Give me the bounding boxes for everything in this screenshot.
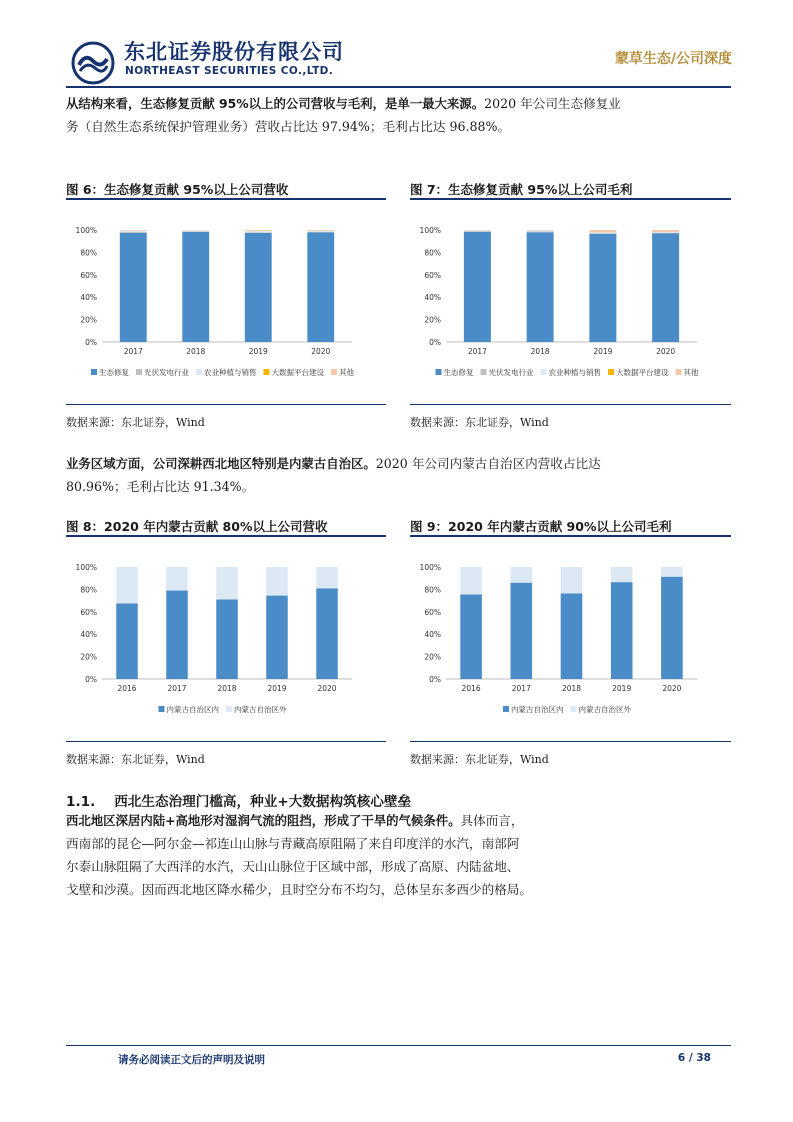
company-logo [71,41,115,85]
figure-8-chart [66,542,386,732]
figure-7-source: 数据来源：东北证券，Wind [410,416,549,429]
legend-swatch [541,369,547,375]
bar-segment [589,233,616,234]
figure-8-top-rule [66,535,386,537]
bar-segment [611,567,633,582]
paragraph-lead: 业务区域方面，公司深耕西北地区特别是内蒙古自治区。 [66,456,376,471]
bar-segment [589,230,616,232]
footer-divider [66,1045,731,1046]
y-tick-label: 60% [80,270,97,280]
bar-segment [245,230,272,231]
bar-segment [652,232,679,233]
y-tick-label: 0% [85,675,97,684]
legend-label: 大数据平台建设 [616,368,669,377]
bar-segment [216,599,238,679]
x-tick-label: 2020 [656,347,676,356]
legend-swatch [571,706,577,712]
paragraph-body: 2020 年公司生态修复业务（自然生态系统保护管理业务）营收占比达 97.94%；毛利占比达 96.88%。 [66,96,621,134]
header-divider [66,86,731,88]
y-tick-label: 80% [424,585,441,595]
bar-segment [652,233,679,234]
legend-swatch [136,369,142,375]
bar-segment [216,567,238,599]
x-tick-label: 2017 [511,684,531,693]
legend-swatch [159,706,165,712]
bar-segment [316,567,338,588]
x-tick-label: 2018 [530,347,550,356]
figure-6-bottom-rule [66,404,386,405]
legend-label: 其他 [683,368,699,377]
bar-segment [589,234,616,342]
y-tick-label: 20% [80,652,97,662]
bar-segment [652,230,679,232]
section-heading [66,790,411,810]
bar-segment [460,594,482,679]
bar-segment [661,567,683,577]
bar-segment [182,231,209,232]
y-tick-label: 100% [419,563,441,572]
paragraph-body-line2: 西南部的昆仑—阿尔金—祁连山山脉与青藏高原阻隔了来自印度洋的水汽，南部阿 [66,836,520,851]
y-tick-label: 40% [80,630,97,640]
legend-label: 内蒙古自治区外 [578,705,631,714]
x-tick-label: 2016 [461,684,481,693]
legend-swatch [91,369,97,375]
bar-segment [527,230,554,231]
bar-segment [116,567,138,603]
bar-segment [166,567,188,591]
legend-label: 内蒙古自治区外 [234,705,287,714]
paragraph-body-line1: 具体而言， [460,813,524,828]
figure-9-title: 图 9：2020 年内蒙古贡献 90%以上公司毛利 [410,519,672,534]
figure-7-chart [410,205,731,395]
legend-swatch [196,369,202,375]
figure-8-source: 数据来源：东北证券，Wind [66,753,205,766]
y-tick-label: 80% [424,248,441,258]
y-tick-label: 80% [80,248,97,258]
legend-label: 内蒙古自治区内 [511,705,564,714]
figure-8-title: 图 8：2020 年内蒙古贡献 80%以上公司营收 [66,519,328,534]
bar-segment [245,231,272,232]
bar-segment [661,577,683,679]
bar-segment [316,588,338,679]
y-tick-label: 80% [80,585,97,595]
bar-segment [460,567,482,594]
legend-label: 光伏发电行业 [144,368,189,377]
bar-segment [561,593,583,679]
bar-segment [120,232,147,233]
bar-segment [652,233,679,342]
figure-6-source: 数据来源：东北证券，Wind [66,416,205,429]
bar-segment [245,232,272,233]
y-tick-label: 60% [80,607,97,617]
bar-segment [245,233,272,342]
figure-7-top-rule [410,198,731,200]
paragraph-body-line4: 戈壁和沙漠。因而西北地区降水稀少，且时空分布不均匀，总体呈东多西少的格局。 [66,882,532,897]
legend-label: 生态修复 [99,368,129,377]
company-name-en: NORTHEAST SECURITIES CO.,LTD. [125,65,334,77]
legend-label: 农业种植与销售 [548,368,601,377]
figure-8-bottom-rule [66,741,386,742]
bar-segment [561,567,583,593]
bar-segment [307,230,334,231]
legend-label: 光伏发电行业 [488,368,534,377]
bar-segment [464,230,491,231]
legend-swatch [608,369,614,375]
bar-segment [120,230,147,231]
legend-swatch [436,369,442,375]
y-tick-label: 100% [75,226,97,235]
x-tick-label: 2018 [217,684,237,693]
bar-segment [464,232,491,342]
footer-disclaimer: 请务必阅读正文后的声明及说明 [118,1054,265,1066]
bar-segment [307,232,334,342]
bar-segment [511,583,533,679]
figure-6-title: 图 6：生态修复贡献 95%以上公司营收 [66,182,289,197]
legend-swatch [226,706,232,712]
legend-swatch [264,369,270,375]
paragraph-lead: 西北地区深居内陆+高地形对湿润气流的阻挡，形成了干旱的气候条件。 [66,813,461,828]
bar-segment [166,591,188,679]
x-tick-label: 2020 [662,684,682,693]
y-tick-label: 40% [424,293,441,303]
legend-label: 其他 [339,368,354,377]
legend-label: 大数据平台建设 [271,368,324,377]
legend-swatch [503,706,509,712]
x-tick-label: 2017 [123,347,143,356]
legend-swatch [481,369,487,375]
figure-9-source: 数据来源：东北证券，Wind [410,753,549,766]
report-tag: 蒙草生态/公司深度 [614,51,732,67]
x-tick-label: 2017 [167,684,187,693]
x-tick-label: 2018 [186,347,206,356]
legend-label: 农业种植与销售 [204,368,257,377]
bar-segment [116,603,138,679]
figure-9-bottom-rule [410,741,731,742]
x-tick-label: 2019 [593,347,613,356]
y-tick-label: 20% [424,652,441,662]
paragraph-lead: 从结构来看，生态修复贡献 95%以上的公司营收与毛利，是单一最大来源。 [66,96,485,111]
x-tick-label: 2018 [561,684,582,693]
paragraph-body: 2020 年公司内蒙古自治区内营收占比达 80.96%；毛利占比达 91.34%。 [66,456,601,494]
legend-label: 生态修复 [443,368,474,377]
paragraph-region [66,452,626,498]
paragraph-structure [66,92,626,138]
bar-segment [182,232,209,342]
x-tick-label: 2020 [317,684,337,693]
figure-7-title: 图 7：生态修复贡献 95%以上公司毛利 [410,182,633,197]
page-number: 6 / 38 [677,1052,711,1064]
paragraph-body-line3: 尔泰山脉阻隔了大西洋的水汽，天山山脉位于区域中部，形成了高原、内陆盆地、 [66,859,520,874]
y-tick-label: 60% [424,270,441,280]
figure-9-top-rule [410,535,731,537]
figure-7-bottom-rule [410,404,731,405]
legend-swatch [331,369,337,375]
y-tick-label: 40% [80,293,97,303]
y-tick-label: 0% [85,338,97,347]
bar-segment [527,232,554,233]
paragraph-climate [66,809,666,901]
bar-segment [611,582,633,679]
y-tick-label: 100% [419,226,441,235]
x-tick-label: 2016 [117,684,137,693]
x-tick-label: 2017 [467,347,487,356]
bar-segment [307,232,334,233]
x-tick-label: 2019 [612,684,632,693]
x-tick-label: 2019 [248,347,268,356]
bar-segment [266,567,288,596]
figure-9-chart [410,542,731,732]
y-tick-label: 40% [424,630,441,640]
bar-segment [589,232,616,233]
y-tick-label: 0% [429,675,441,684]
y-tick-label: 0% [429,338,441,347]
legend-swatch [676,369,682,375]
bar-segment [120,233,147,342]
bar-segment [182,230,209,231]
bar-segment [464,231,491,232]
figure-6-chart [66,205,386,395]
y-tick-label: 60% [424,607,441,617]
bar-segment [266,596,288,679]
legend-label: 内蒙古自治区内 [166,705,219,714]
bar-segment [511,567,533,583]
figure-6-top-rule [66,198,386,200]
x-tick-label: 2020 [311,347,331,356]
company-name-cn: 东北证券股份有限公司 [124,40,344,64]
y-tick-label: 100% [75,563,97,572]
x-tick-label: 2019 [267,684,287,693]
bar-segment [527,232,554,342]
bar-segment [307,231,334,232]
y-tick-label: 20% [424,315,441,325]
section-title: 西北生态治理门槛高，种业+大数据构筑核心壁垒 [114,794,412,810]
section-number: 1.1. [66,794,96,810]
y-tick-label: 20% [80,315,97,325]
bar-segment [120,231,147,232]
